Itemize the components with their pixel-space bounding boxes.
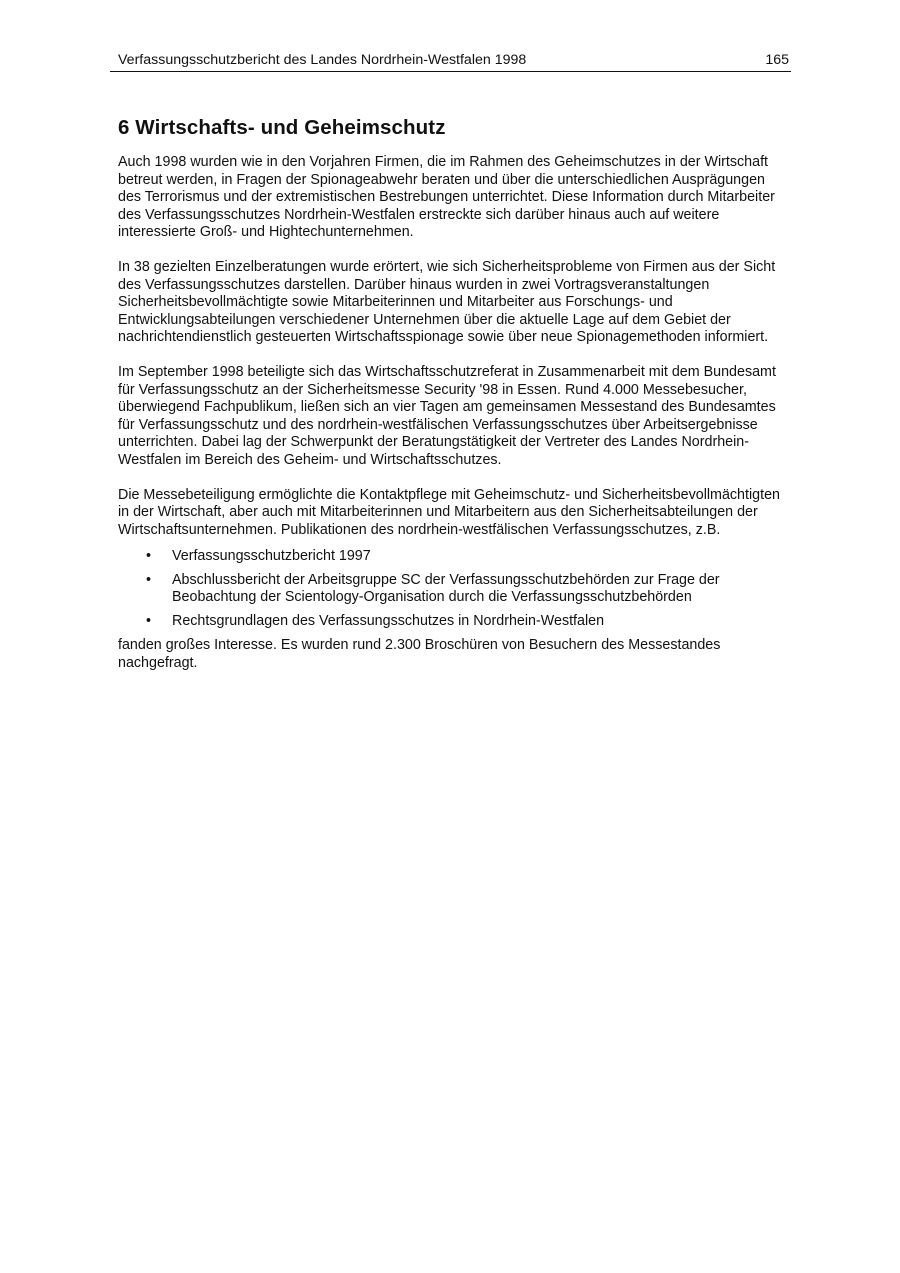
list-item [118,548,790,566]
section-content [118,114,790,690]
paragraph-individual-consultations: In 38 gezielten Einzelberatungen wurde erörtert, wie sich Sicherheitsprobleme von Firmen aus der Sicht des Verfassungsschutzes darstellen. Darüber hinaus wurden in zwei Vortragsveranstaltungen Sicherheitsbevollmächtigte sowie Mitarbeiterinnen und Mitarbeiter aus Forschungs- und Entwicklungsabteilungen verschiedener Unternehmen über die aktuelle Lage auf dem Gebiet der nachrichtendienstlich gesteuerten Wirtschaftsspionage sowie über neue Spionagemethoden informiert. [118,259,776,345]
running-header [110,52,791,72]
page-number: 165 [765,52,789,68]
paragraph-fair-participation: Die Messebeteiligung ermöglichte die Kontaktpflege mit Geheimschutz- und Sicherheitsbevollmächtigten in der Wirtschaft, aber auch mit Mitarbeiterinnen und Mitarbeitern aus den Sicherheitsabteilungen der Wirtschaftsunternehmen. Publikationen des nordrhein-westfälischen Verfassungsschutzes, z.B. [118,486,780,538]
list-item-text: Abschlussbericht der Arbeitsgruppe SC der Verfassungsschutzbehörden zur Frage der Beobachtung der Scientology-Organisation durch die Verfassungsschutzbehörden [172,571,720,605]
paragraph-security-fair: Im September 1998 beteiligte sich das Wirtschaftsschutzreferat in Zusammenarbeit mit dem Bundesamt für Verfassungsschutz an der Sicherheitsmesse Security '98 in Essen. Rund 4.000 Messebesucher, überwiegend Fachpublikum, ließen sich an vier Tagen am gemeinsamen Messestand des Bundesamtes für Verfassungsschutz und des nordrhein-westfälischen Verfassungsschutzes über Arbeitsergebnisse unterrichten. Dabei lag der Schwerpunkt der Beratungstätigkeit der Vertreter des Landes Nordrhein-Westfalen im Bereich des Geheim- und Wirtschaftsschutzes. [118,364,776,468]
list-item [118,613,790,631]
bullet-icon: • [146,612,152,629]
bullet-icon: • [146,548,152,564]
header-title: Verfassungsschutzbericht des Landes Nordrhein-Westfalen 1998 [118,52,527,68]
paragraph-consulting-firms: Auch 1998 wurden wie in den Vorjahren Firmen, die im Rahmen des Geheimschutzes in der Wirtschaft betreut werden, in Fragen der Spionageabwehr beraten und über die unterschiedlichen Ausprägungen des Terrorismus und der extremistischen Bestrebungen unterrichtet. Diese Information durch Mitarbeiter des Verfassungsschutzes Nordrhein-Westfalen erstreckte sich darüber hinaus auch auf weitere interessierte Groß- und Hightechunternehmen. [118,154,775,240]
publication-list [118,548,790,630]
list-item-text: Verfassungsschutzbericht 1997 [172,548,371,564]
bullet-icon: • [146,571,152,588]
list-item-text: Rechtsgrundlagen des Verfassungsschutzes in Nordrhein-Westfalen [172,612,605,629]
section-heading: 6 Wirtschafts- und Geheimschutz [118,116,446,139]
paragraph-closing: fanden großes Interesse. Es wurden rund 2.300 Broschüren von Besuchern des Messestandes nachgefragt. [118,637,721,671]
list-item [118,572,790,607]
